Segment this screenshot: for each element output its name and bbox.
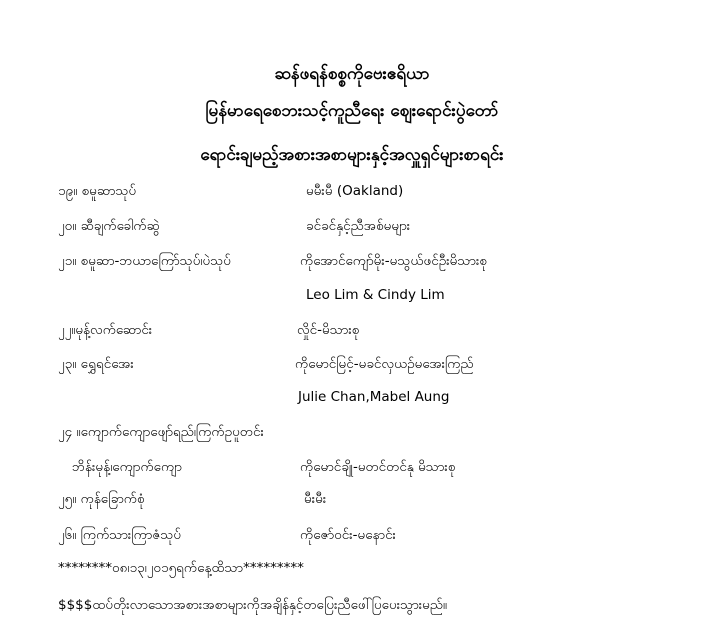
list-item: [0, 179, 704, 203]
donor-name: Julie Chan,Mabel Aung: [298, 389, 450, 405]
donor-name: လှိုင်-မိသားစု: [297, 322, 360, 338]
list-item: [0, 385, 704, 409]
food-item: ၂၂။မုန့်လက်ဆောင်း: [58, 322, 153, 338]
food-item: ၁၉။ စမူဆာသုပ်: [58, 183, 137, 199]
donor-name: မီးမီး: [304, 491, 327, 507]
list-item: [0, 249, 704, 273]
deadline-note: ********၀၈၊၁၃၊၂၀၁၅ရက်နေ့ထိသာ*********: [58, 560, 304, 576]
list-item: [0, 523, 704, 547]
food-item: ၂၃။ ရွှေရင်အေး: [58, 356, 134, 372]
list-item: [0, 352, 704, 376]
donor-name: မမီးမီ (Oakland): [306, 183, 404, 199]
food-item: ၂၀။ ဆီချက်ခေါက်ဆွဲ: [58, 218, 160, 234]
food-item: ၂၁။ စမူဆာ-ဘယာကြော်သုပ်၊ပဲသုပ်: [58, 253, 231, 269]
list-item: [0, 318, 704, 342]
food-item: ၂၅။ ကုန်ခြောက်စုံ: [58, 491, 145, 507]
document-title-line-3: ရောင်းချမည့်အစားအစာများနှင့်အလှူရှင်များစာရင်း: [200, 145, 504, 165]
donor-name: ကိုအောင်ကျော်မိုး-မသွယ်ဖင်ဦးမိသားစု: [300, 253, 488, 269]
food-item: ဘိန်းမုန့်၊ကျောက်ကျော: [72, 459, 182, 475]
donor-name: ကိုဇော်ဝင်း-မနောင်း: [300, 527, 396, 543]
list-item: [0, 283, 704, 307]
list-item: [0, 214, 704, 238]
donor-name: ခင်ခင်နှင့်ညီအစ်မများ: [306, 218, 411, 234]
list-item: [0, 455, 704, 479]
list-item: [0, 487, 704, 511]
food-item: ၂၄ ။ကျောက်ကျောဖျော်ရည်၊ကြက်ဥပူတင်း: [58, 424, 264, 440]
donor-name: ကိုမောင်ချို-မတင်တင်နု မိသားစု: [300, 459, 456, 475]
document-title-line-1: ဆန်ဖရန်စစ္စကိုဗေးဧရိယာ: [274, 64, 430, 84]
donor-name: ကိုမောင်မြင့်-မခင်လှယဉ်မအေးကြည်: [295, 356, 474, 372]
update-notice: $$$$ထပ်တိုးလာသောအစားအစာများကိုအချိန်နှင့်တပြေးညီဖေါ်ပြပေးသွားမည်။: [58, 597, 448, 613]
donor-name: Leo Lim & Cindy Lim: [306, 287, 445, 303]
list-item: [0, 420, 704, 444]
food-item: ၂၆။ ကြက်သားကြာဇံသုပ်: [58, 527, 182, 543]
document-title-line-2: မြန်မာရေစေဘးသင့်ကူညီရေး စျေးရောင်းပွဲတော်: [205, 101, 499, 121]
